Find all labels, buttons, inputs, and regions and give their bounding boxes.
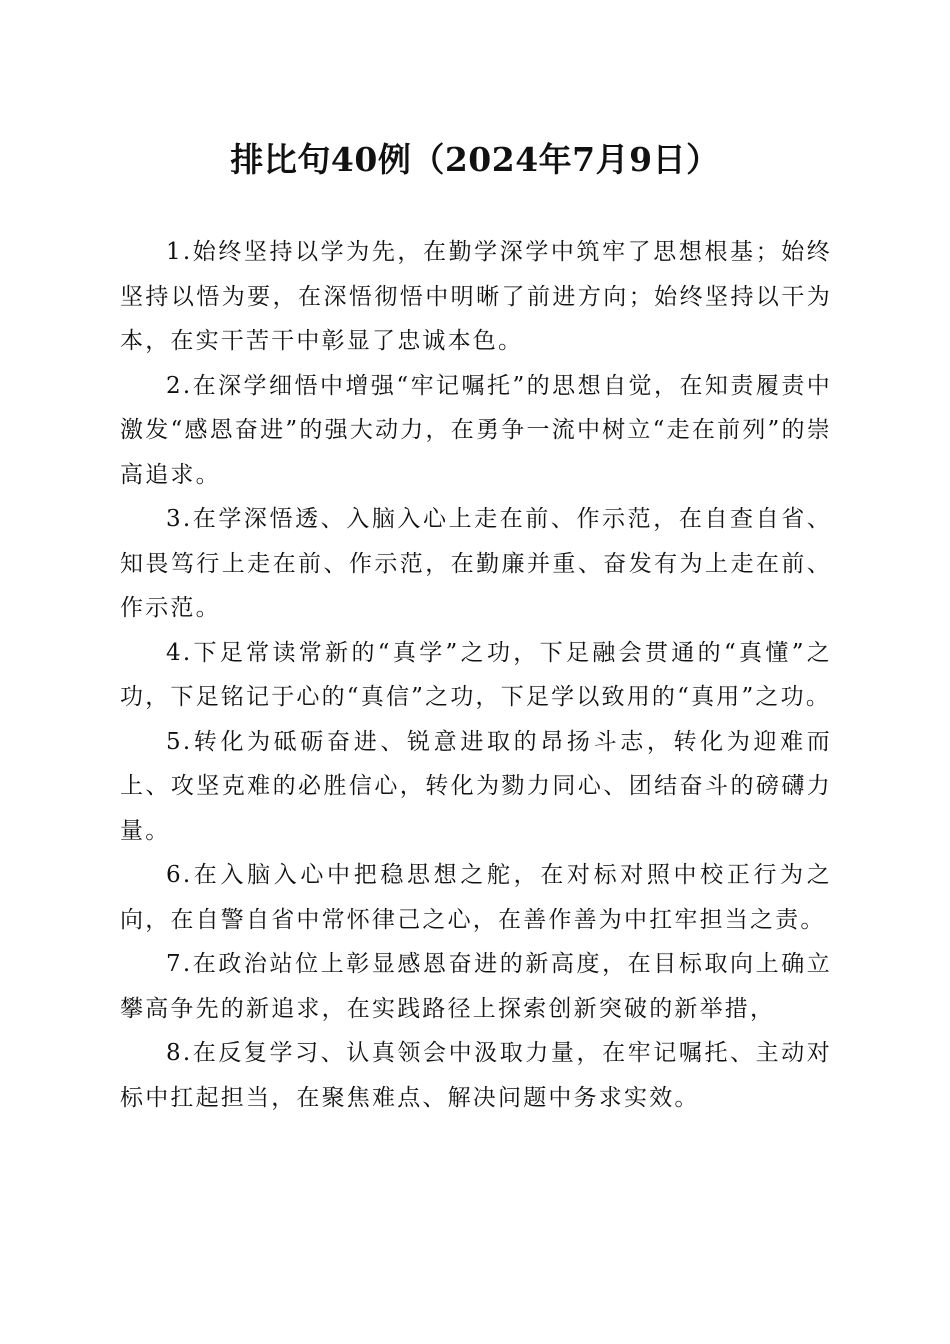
paragraph-8: 8.在反复学习、认真领会中汲取力量，在牢记嘱托、主动对标中扛起担当，在聚焦难点、解决问题中务求实效。 — [120, 1040, 832, 1111]
paragraph-4: 4.下足常读常新的“真学”之功，下足融会贯通的“真懂”之功，下足铭记于心的“真信”之功，下足学以致用的“真用”之功。 — [120, 639, 832, 710]
paragraph-2: 2.在深学细悟中增强“牢记嘱托”的思想自觉，在知责履责中激发“感恩奋进”的强大动力，在勇争一流中树立“走在前列”的崇高追求。 — [120, 372, 832, 488]
paragraph-5: 5.转化为砥砺奋进、锐意进取的昂扬斗志，转化为迎难而上、攻坚克难的必胜信心，转化为勠力同心、团结奋斗的磅礴力量。 — [120, 728, 832, 844]
document-body — [120, 230, 832, 1120]
document-title: 排比句40例（2024年7月9日） — [230, 140, 720, 179]
paragraph-6: 6.在入脑入心中把稳思想之舵，在对标对照中校正行为之向，在自警自省中常怀律己之心，在善作善为中扛牢担当之责。 — [120, 862, 832, 933]
paragraph-7: 7.在政治站位上彰显感恩奋进的新高度，在目标取向上确立攀高争先的新追求，在实践路径上探索创新突破的新举措， — [120, 951, 832, 1022]
paragraph-3: 3.在学深悟透、入脑入心上走在前、作示范，在自查自省、知畏笃行上走在前、作示范，在勤廉并重、奋发有为上走在前、作示范。 — [120, 506, 832, 621]
paragraph-1: 1.始终坚持以学为先，在勤学深学中筑牢了思想根基；始终坚持以悟为要，在深悟彻悟中明晰了前进方向；始终坚持以干为本，在实干苦干中彰显了忠诚本色。 — [120, 239, 832, 354]
